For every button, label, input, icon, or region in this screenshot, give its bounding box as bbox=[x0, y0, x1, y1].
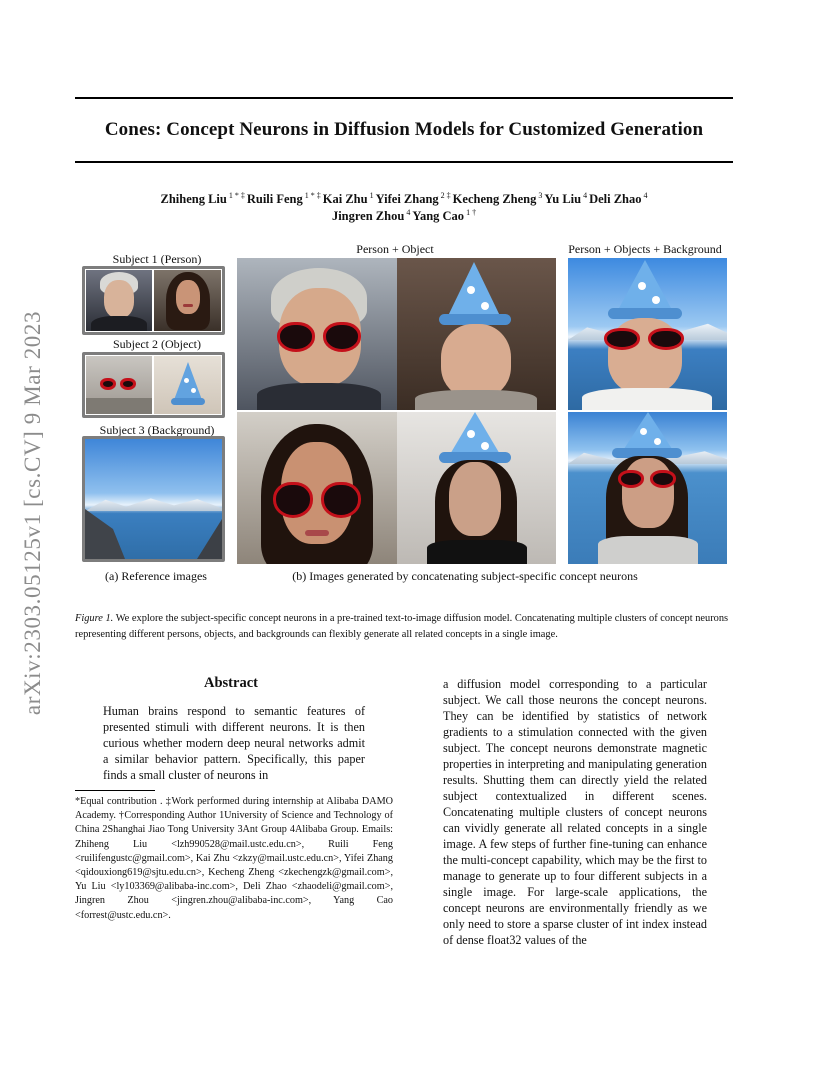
author-name: Kecheng Zheng bbox=[452, 192, 537, 207]
author-affiliation-mark: 4 bbox=[581, 191, 590, 200]
abstract-right-text: a diffusion model corresponding to a particular subject. We call those neurons the concept neurons. They can be identified by statistics of network gradients to a stimulation connected with the given subject. The concept neurons demonstrate magnetic properties in interpreting and manipulating generation results. Shutting them can directly yield the related subject contextualized in different scenes. Concatenating multiple clusters of concept neurons can vividly generate all related concepts in a single image. A few steps of further fine-tuning can enhance the multi-concept capability, which may be the first to manage to generate up to four different subjects in a single image. For large-scale applications, the concept neurons are environmentally friendly as we only need to store a sparse cluster of int index instead of dense float32 values of the bbox=[443, 677, 707, 947]
reference-mountain-lake-photo bbox=[85, 439, 222, 559]
title-bottom-rule bbox=[75, 161, 733, 163]
authors-line-2 bbox=[75, 208, 733, 224]
abstract-left-text: Human brains respond to semantic features of presented stimuli with different neurons. It is then curious whether modern deep neural networks admit a similar behavior pattern. Specifically, this paper finds a small cluster of neurons in bbox=[103, 704, 365, 782]
generated-woman-sunglasses bbox=[237, 412, 397, 564]
figure-caption-text: We explore the subject-specific concept neurons in a pre-trained text-to-image diffusion model. Concatenating multiple clusters of concept neurons representing different persons, objects, and backgrounds can flexibly generate all related concepts in a single image. bbox=[75, 613, 729, 641]
author-affiliation-mark: 1 * ‡ bbox=[302, 191, 323, 200]
author-name: Deli Zhao bbox=[589, 192, 642, 207]
generated-man-sunglasses bbox=[237, 258, 397, 410]
label-person-objects-background: Person + Objects + Background bbox=[568, 242, 722, 256]
figure-caption-label: Figure 1. bbox=[75, 613, 114, 624]
footnote-rule bbox=[75, 790, 155, 791]
author-name: Kai Zhu bbox=[322, 192, 368, 207]
author-affiliation-mark: 3 bbox=[536, 191, 545, 200]
reference-sunglasses-photo bbox=[86, 356, 152, 414]
abstract-heading: Abstract bbox=[204, 675, 258, 691]
arxiv-identifier: arXiv:2303.05125v1 [cs.CV] 9 Mar 2023 bbox=[20, 310, 45, 716]
author-name: Jingren Zhou bbox=[331, 209, 405, 224]
footnote: *Equal contribution . ‡Work performed during internship at Alibaba DAMO Academy. †Corresponding Author 1University of Science and Technology of China 2Shanghai Jiao Tong University 3Ant Group 4Alibaba Group. Emails: Zhiheng Liu <lzh990528@mail.ustc.edu.cn>, Ruili Feng <ruilifengustc@gmail.com>, Kai Zhu <zkzy@mail.ustc.edu.cn>, Yifei Zhang <qidouxiong619@sjtu.edu.cn>, Kecheng Zheng <zkechengzk@gmail.com>, Yu Liu <ly103369@alibaba-inc.com>, Deli Zhao <zhaodeli@gmail.com>, Jingren Zhou <jingren.zhou@alibaba-inc.com>, Yang Cao <forrest@ustc.edu.cn>. bbox=[75, 796, 393, 921]
paper-title: Cones: Concept Neurons in Diffusion Models for Customized Generation bbox=[104, 119, 704, 140]
reference-man-photo bbox=[86, 270, 152, 331]
author-name: Zhiheng Liu bbox=[160, 192, 227, 207]
generated-man-party-hat bbox=[397, 258, 556, 410]
author-name: Ruili Feng bbox=[246, 192, 303, 207]
generated-woman-hat-sunglasses-lake bbox=[568, 412, 727, 564]
label-subject-2: Subject 2 (Object) bbox=[113, 337, 201, 351]
author-affiliation-mark: 1 † bbox=[464, 208, 477, 217]
author-affiliation-mark: 1 bbox=[367, 191, 376, 200]
reference-party-hat-photo bbox=[154, 356, 221, 414]
authors-line-1 bbox=[75, 191, 733, 207]
generated-woman-party-hat bbox=[397, 412, 556, 564]
author-name: Yu Liu bbox=[544, 192, 582, 207]
subcaption-b: (b) Images generated by concatenating subject-specific concept neurons bbox=[292, 569, 638, 583]
author-affiliation-mark: 1 * ‡ bbox=[226, 191, 247, 200]
abstract-right-column bbox=[443, 676, 707, 948]
label-subject-1: Subject 1 (Person) bbox=[112, 252, 202, 266]
author-name: Yang Cao bbox=[412, 209, 465, 224]
subcaption-a: (a) Reference images bbox=[105, 569, 207, 583]
reference-woman-photo bbox=[154, 270, 221, 331]
author-name: Yifei Zhang bbox=[375, 192, 439, 207]
label-subject-3: Subject 3 (Background) bbox=[99, 423, 215, 437]
generated-man-hat-sunglasses-lake bbox=[568, 258, 727, 410]
author-affiliation-mark: 2 ‡ bbox=[438, 191, 453, 200]
abstract-left-column bbox=[103, 703, 365, 783]
label-person-object: Person + Object bbox=[356, 242, 434, 256]
figure-caption bbox=[75, 611, 737, 643]
title-top-rule bbox=[75, 97, 733, 99]
author-affiliation-mark: 4 bbox=[404, 208, 413, 217]
author-affiliation-mark: 4 bbox=[641, 191, 648, 200]
